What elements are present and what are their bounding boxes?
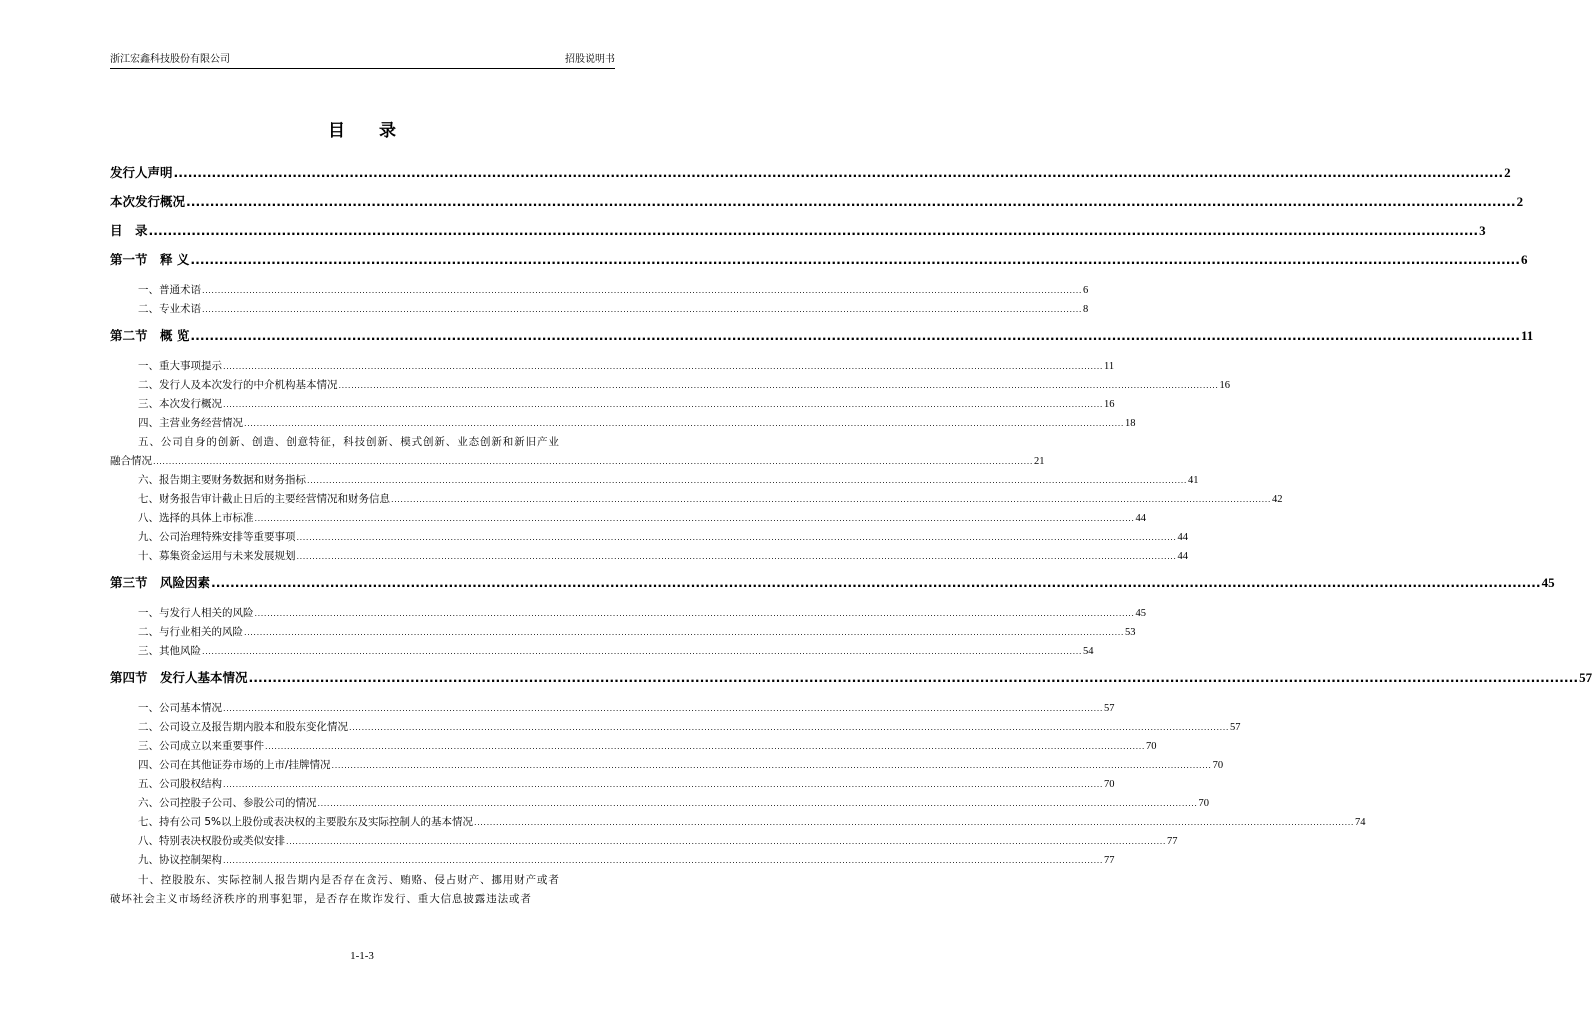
toc-entry-page: 70 (1146, 741, 1157, 752)
toc-entry-page: 70 (1212, 760, 1224, 771)
toc-leader-dots: ........................................................................................................................................................................................................................................................................................ (223, 856, 1104, 865)
toc-entry-contents[interactable] (110, 220, 1486, 249)
toc-leader-dots: ........................................................................................................................................................................................................................................................................................ (248, 670, 1579, 685)
toc-entry-label: 六、公司控股子公司、参股公司的情况 (138, 797, 317, 809)
toc-entry-label: 五、公司股权结构 (138, 778, 222, 790)
toc-subentry[interactable] (110, 491, 1283, 510)
toc-entry-page: 16 (1104, 399, 1115, 410)
toc-subentry[interactable] (110, 852, 1115, 871)
toc-entry-offering-overview[interactable] (110, 191, 1524, 220)
toc-entry-page: 57 (1230, 722, 1241, 733)
toc-entry-page: 8 (1083, 304, 1089, 315)
toc-subentry[interactable] (110, 548, 1189, 567)
toc-entry-page: 11 (1520, 328, 1534, 343)
toc-entry-label: 七、持有公司 5%以上股份或表决权的主要股东及实际控制人的基本情况 (138, 816, 473, 828)
toc-subentry[interactable] (110, 643, 1094, 662)
toc-leader-dots: ........................................................................................................................................................................................................................................................................................ (223, 780, 1104, 789)
toc-entry-page: 57 (1104, 703, 1115, 714)
toc-leader-dots: ........................................................................................................................................................................................................................................................................................ (223, 704, 1104, 713)
toc-subentry[interactable] (110, 510, 1147, 529)
toc-entry-page: 42 (1272, 494, 1283, 505)
toc-entry-page: 74 (1355, 817, 1366, 828)
toc-leader-dots: ........................................................................................................................................................................................................................................................................................ (211, 575, 1541, 590)
toc-subentry[interactable] (110, 301, 1089, 320)
toc-entry-label: 三、其他风险 (138, 645, 201, 657)
toc-entry-page: 70 (1104, 779, 1115, 790)
toc-entry-label: 六、报告期主要财务数据和财务指标 (138, 474, 306, 486)
toc-leader-dots: ........................................................................................................................................................................................................................................................................................ (349, 723, 1230, 732)
toc-leader-dots: ........................................................................................................................................................................................................................................................................................ (244, 628, 1125, 637)
toc-entry-page: 11 (1104, 361, 1115, 372)
toc-entry-page: 53 (1125, 627, 1136, 638)
toc-subentry[interactable] (110, 415, 1136, 434)
toc-entry-issuer-statement[interactable] (110, 162, 1511, 191)
toc-entry-page: 57 (1579, 670, 1592, 685)
toc-entry-page: 54 (1083, 646, 1094, 657)
toc-subentry[interactable] (110, 282, 1089, 301)
toc-subentry[interactable] (110, 700, 1115, 719)
toc-entry-label: 发行人声明 (110, 165, 173, 180)
toc-subentry[interactable] (110, 396, 1115, 415)
toc-leader-dots: ........................................................................................................................................................................................................................................................................................ (307, 476, 1188, 485)
toc-leader-dots: ........................................................................................................................................................................................................................................................................................ (153, 457, 1034, 466)
toc-entry-label: 四、公司在其他证券市场的上市/挂牌情况 (138, 759, 331, 771)
toc-entry-page: 6 (1520, 252, 1528, 267)
toc-entry-page: 45 (1541, 575, 1555, 590)
toc-entry-page: 6 (1083, 285, 1089, 296)
toc-leader-dots: ........................................................................................................................................................................................................................................................................................ (254, 609, 1135, 618)
toc-leader-dots: ........................................................................................................................................................................................................................................................................................ (391, 495, 1272, 504)
toc-entry-page: 44 (1177, 551, 1189, 562)
toc-leader-dots: ........................................................................................................................................................................................................................................................................................ (202, 305, 1083, 314)
toc-entry-page: 3 (1479, 223, 1486, 238)
toc-entry-page: 21 (1034, 456, 1045, 467)
toc-subentry[interactable] (110, 624, 1136, 643)
page-number: 1-1-3 (350, 950, 374, 962)
toc-leader-dots: ........................................................................................................................................................................................................................................................................................ (148, 223, 1479, 238)
toc-subentry[interactable] (110, 377, 1231, 396)
toc-leader-dots: ........................................................................................................................................................................................................................................................................................ (338, 381, 1219, 390)
toc-subentry[interactable] (110, 757, 1224, 776)
toc-leader-dots: ........................................................................................................................................................................................................................................................................................ (296, 552, 1177, 561)
toc-leader-dots: ........................................................................................................................................................................................................................................................................................ (331, 761, 1212, 770)
toc-subentry-continuation[interactable] (110, 453, 1045, 472)
toc-entry-label: 九、协议控制架构 (138, 854, 222, 866)
toc-entry-label: 第四节 发行人基本情况 (110, 670, 248, 685)
toc-entry-page: 77 (1167, 836, 1178, 847)
toc-leader-dots: ........................................................................................................................................................................................................................................................................................ (223, 362, 1104, 371)
toc-leader-dots: ........................................................................................................................................................................................................................................................................................ (254, 514, 1135, 523)
toc-subentry[interactable] (110, 358, 1115, 377)
toc-leader-dots: ........................................................................................................................................................................................................................................................................................ (173, 165, 1504, 180)
toc-subentry-wrapped[interactable] (110, 871, 615, 909)
toc-entry-label: 一、重大事项提示 (138, 360, 222, 372)
toc-entry-label: 四、主营业务经营情况 (138, 417, 243, 429)
toc-entry-page: 70 (1198, 798, 1210, 809)
toc-entry-label: 第一节 释 义 (110, 252, 190, 267)
toc-entry-label: 目 录 (110, 223, 148, 238)
toc-subentry-line: 十、控股股东、实际控制人报告期内是否存在贪污、贿赂、侵占财产、挪用财产或者 (138, 874, 560, 886)
toc-section-3[interactable] (110, 572, 1555, 605)
toc-entry-page: 41 (1188, 475, 1199, 486)
toc-entry-label: 二、发行人及本次发行的中介机构基本情况 (138, 379, 338, 391)
header-rule (110, 68, 615, 69)
toc-entry-label: 第二节 概 览 (110, 328, 190, 343)
toc-leader-dots: ........................................................................................................................................................................................................................................................................................ (265, 742, 1146, 751)
toc-entry-page: 2 (1516, 194, 1524, 209)
toc-entry-label: 二、与行业相关的风险 (138, 626, 243, 638)
toc-entry-page: 45 (1135, 608, 1147, 619)
header-company-name: 浙江宏鑫科技股份有限公司 (110, 54, 230, 65)
toc-subentry-line: 破坏社会主义市场经济秩序的刑事犯罪，是否存在欺诈发行、重大信息披露违法或者 (110, 893, 532, 905)
toc-entry-page: 16 (1219, 380, 1231, 391)
toc-entry-label: 十、募集资金运用与未来发展规划 (138, 550, 296, 562)
toc-subentry[interactable] (110, 719, 1241, 738)
toc-entry-label: 一、普通术语 (138, 284, 201, 296)
toc-entry-page: 2 (1504, 165, 1511, 180)
toc-subentry[interactable] (110, 472, 1199, 491)
toc-leader-dots: ........................................................................................................................................................................................................................................................................................ (186, 194, 1516, 209)
toc-section-1[interactable] (110, 249, 1528, 278)
toc-entry-label: 二、公司设立及报告期内股本和股东变化情况 (138, 721, 348, 733)
toc-subentry-wrapped-line[interactable]: 五、公司自身的创新、创造、创意特征，科技创新、模式创新、业态创新和新旧产业 (138, 436, 560, 448)
toc-subentry[interactable] (110, 738, 1157, 757)
toc-entry-page: 18 (1125, 418, 1136, 429)
toc-leader-dots: ........................................................................................................................................................................................................................................................................................ (190, 252, 1520, 267)
toc-leader-dots: ........................................................................................................................................................................................................................................................................................ (190, 328, 1520, 343)
toc-entry-label: 八、选择的具体上市标准 (138, 512, 254, 524)
toc-entry-page: 44 (1177, 532, 1189, 543)
toc-subentry[interactable] (110, 776, 1115, 795)
table-of-contents (110, 162, 1592, 909)
toc-entry-label: 一、公司基本情况 (138, 702, 222, 714)
toc-subentry[interactable] (110, 814, 1366, 833)
toc-entry-label: 一、与发行人相关的风险 (138, 607, 254, 619)
toc-leader-dots: ........................................................................................................................................................................................................................................................................................ (296, 533, 1177, 542)
toc-leader-dots: ........................................................................................................................................................................................................................................................................................ (223, 400, 1104, 409)
toc-entry-page: 77 (1104, 855, 1115, 866)
toc-leader-dots: ........................................................................................................................................................................................................................................................................................ (202, 286, 1083, 295)
toc-leader-dots: ........................................................................................................................................................................................................................................................................................ (244, 419, 1125, 428)
toc-subentry[interactable] (110, 529, 1189, 548)
toc-leader-dots: ........................................................................................................................................................................................................................................................................................ (317, 799, 1198, 808)
toc-subentry[interactable] (110, 605, 1147, 624)
header-document-type: 招股说明书 (565, 54, 615, 65)
toc-entry-label: 本次发行概况 (110, 194, 186, 209)
toc-subentry[interactable] (110, 795, 1210, 814)
toc-entry-label: 二、专业术语 (138, 303, 201, 315)
toc-entry-label: 融合情况 (110, 455, 152, 467)
page-title: 目 录 (328, 121, 410, 141)
toc-entry-label: 七、财务报告审计截止日后的主要经营情况和财务信息 (138, 493, 390, 505)
toc-subentry[interactable] (110, 833, 1178, 852)
toc-section-2[interactable] (110, 325, 1534, 358)
toc-entry-label: 九、公司治理特殊安排等重要事项 (138, 531, 296, 543)
toc-entry-label: 第三节 风险因素 (110, 575, 211, 590)
toc-leader-dots: ........................................................................................................................................................................................................................................................................................ (286, 837, 1167, 846)
toc-leader-dots: ........................................................................................................................................................................................................................................................................................ (474, 818, 1355, 827)
toc-entry-label: 三、公司成立以来重要事件 (138, 740, 264, 752)
toc-leader-dots: ........................................................................................................................................................................................................................................................................................ (202, 647, 1083, 656)
toc-entry-label: 三、本次发行概况 (138, 398, 222, 410)
page-header (110, 53, 615, 67)
toc-entry-label: 八、特别表决权股份或类似安排 (138, 835, 285, 847)
toc-section-4[interactable] (110, 667, 1592, 700)
toc-entry-page: 44 (1135, 513, 1147, 524)
